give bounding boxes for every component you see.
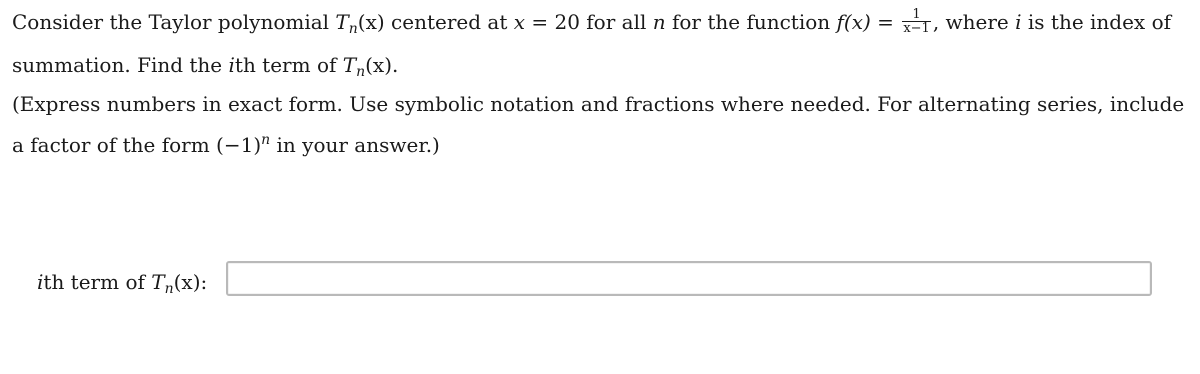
- math-T: $T_n(x)$: [335, 10, 385, 37]
- question-text-part: for the function: [665, 10, 837, 34]
- fraction: [902, 8, 931, 35]
- question-text-part: .: [392, 53, 399, 77]
- question-text-part: , where: [932, 10, 1016, 34]
- instructions-text: [12, 86, 1192, 163]
- math-exponent-n: n: [261, 132, 271, 148]
- question-text-part: centered at: [384, 10, 514, 34]
- math-f-of-x: f(x): [836, 10, 871, 34]
- fraction-numerator: 1: [902, 8, 931, 22]
- question-text-part: =: [870, 10, 901, 34]
- question-text-part: is the index of summation. Find the: [12, 10, 1172, 77]
- instructions-text-part: (Express numbers in exact form. Use symbolic notation and fractions where needed. For alternating series, include a factor of the form: [12, 92, 1185, 157]
- math-i: i: [1015, 10, 1022, 34]
- answer-input[interactable]: [226, 261, 1152, 296]
- math-minus-one: (−1): [216, 133, 262, 157]
- math-n: n: [652, 10, 666, 34]
- question-text: [12, 4, 1192, 90]
- math-x: x: [513, 10, 525, 34]
- answer-label: ith term of $T_n(x)$:: [37, 270, 208, 297]
- question-text-part: = 20 for all: [525, 10, 653, 34]
- instructions-text-part: in your answer.): [270, 133, 440, 157]
- fraction-denominator: x−1: [903, 21, 930, 36]
- question-text-part: th term of: [234, 53, 343, 77]
- math-T: $T_n(x)$: [342, 53, 393, 80]
- math-i: i: [228, 53, 235, 77]
- question-text-part: Consider the Taylor polynomial: [12, 10, 336, 34]
